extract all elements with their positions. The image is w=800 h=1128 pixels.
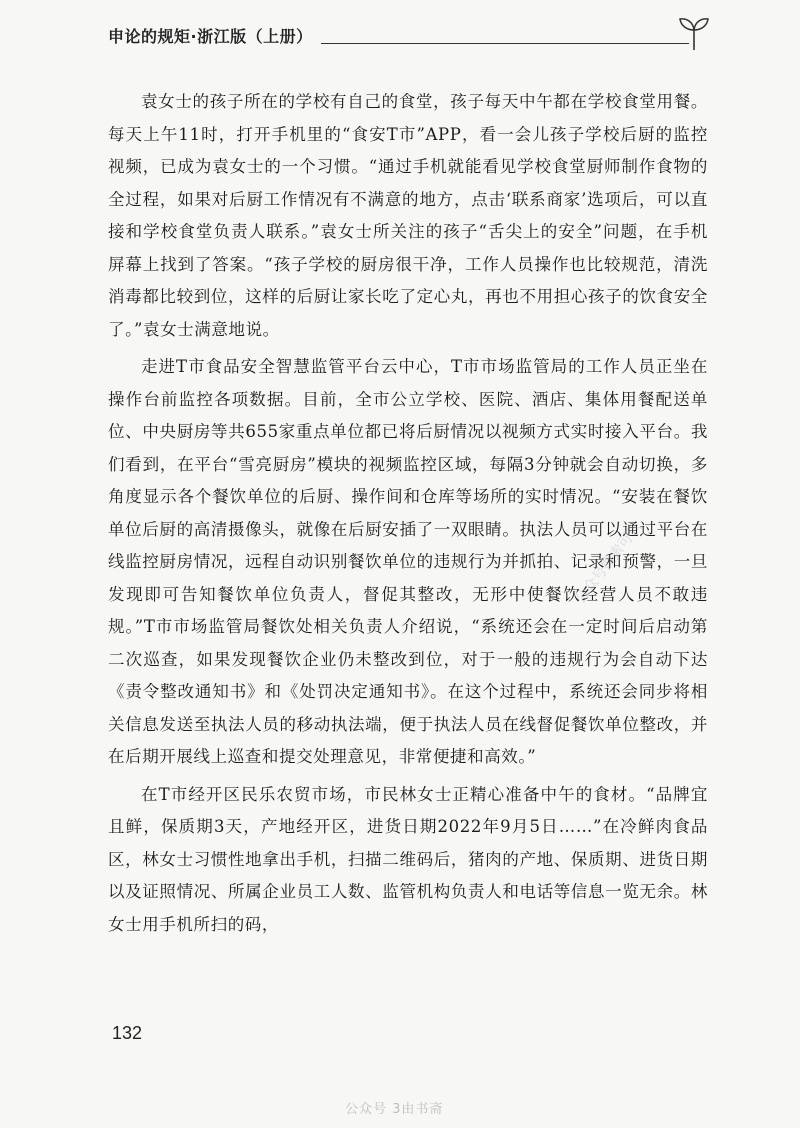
book-title: 申论的规矩·浙江版（上册） bbox=[108, 27, 313, 46]
footer-watermark: 公众号 3由书斋 bbox=[345, 1102, 444, 1117]
page-number: 132 bbox=[112, 1023, 143, 1043]
paragraph: 在T市经开区民乐农贸市场，市民林女士正精心准备中午的食材。“品牌宜且鲜，保质期3天，产地经开区，进货日期2022年9月5日……”在冷鲜肉食品区，林女士习惯性地拿出手机，扫描二维码后，猪肉的产地、保质期、进货日期以及证照情况、所属企业员工人数、监管机构负责人和电话等信息一览无余。林女士用手机所扫的码， bbox=[108, 784, 708, 934]
paragraph: 袁女士的孩子所在的学校有自己的食堂，孩子每天中午都在学校食堂用餐。每天上午11时，打开手机里的“食安T市”APP，看一会儿孩子学校后厨的监控视频，已成为袁女士的一个习惯。“通过手机就能看见学校食堂厨师制作食物的全过程，如果对后厨工作情况有不满意的地方，点击‘联系商家’选项后，可以直接和学校食堂负责人联系。”袁女士所关注的孩子“舌尖上的安全”问题，在手机屏幕上找到了答案。“孩子学校的厨房很干净，工作人员操作也比较规范，清洗消毒都比较到位，这样的后厨让家长吃了定心丸，再也不用担心孩子的饮食安全了。”袁女士满意地说。 bbox=[108, 92, 708, 339]
sprout-icon bbox=[677, 10, 711, 52]
header-rule bbox=[321, 43, 689, 44]
watermark: 公众号搜索可以 bbox=[572, 519, 646, 607]
running-header bbox=[108, 10, 723, 54]
body-text bbox=[108, 86, 708, 941]
paragraph: 走进T市食品安全智慧监管平台云中心，T市市场监管局的工作人员正坐在操作台前监控各项数据。目前，全市公立学校、医院、酒店、集体用餐配送单位、中央厨房等共655家重点单位都已将后厨情况以视频方式实时接入平台。我们看到，在平台“雪亮厨房”模块的视频监控区域，每隔3分钟就会自动切换，多角度显示各个餐饮单位的后厨、操作间和仓库等场所的实时情况。“安装在餐饮单位后厨的高清摄像头，就像在后厨安插了一双眼睛。执法人员可以通过平台在线监控厨房情况，远程自动识别餐饮单位的违规行为并抓拍、记录和预警，一旦发现即可告知餐饮单位负责人，督促其整改，无形中使餐饮经营人员不敢违规。”T市市场监管局餐饮处相关负责人介绍说，“系统还会在一定时间后启动第二次巡查，如果发现餐饮企业仍未整改到位，对于一般的违规行为会自动下达《责令整改通知书》和《处罚决定通知书》。在这个过程中，系统还会同步将相关信息发送至执法人员的移动执法端，便于执法人员在线督促餐饮单位整改，并在后期开展线上巡查和提交处理意见，非常便捷和高效。” bbox=[108, 357, 708, 766]
